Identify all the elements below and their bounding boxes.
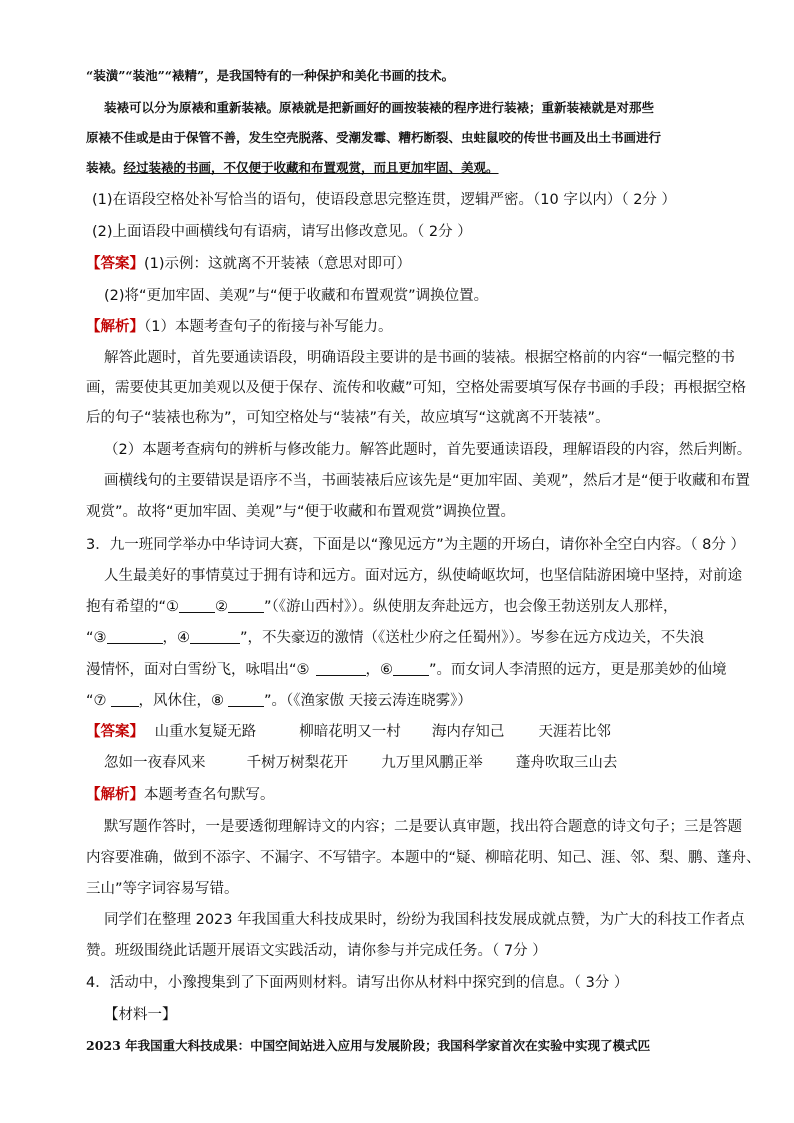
- blank-1[interactable]: [179, 598, 215, 613]
- intro-line-1: 同学们在整理 2023 年我国重大科技成果时，纷纷为我国科技发展成就点赞，为广大的科技工作者点: [104, 912, 745, 928]
- blank-8[interactable]: [228, 692, 264, 707]
- answer-item: 山重水复疑无路: [154, 724, 257, 740]
- q3-para-line-5: “⑦ ，风休住，⑧ ”。（《渔家傲 天接云涛连晓雾》）: [86, 693, 472, 709]
- q3-para-line-1: 人生最美好的事情莫过于拥有诗和远方。面对远方，纵使崎岖坎坷，也坚信陆游困境中坚持，对前途: [104, 568, 742, 584]
- intro-line-2: 赞。班级围绕此话题开展语文实践活动，请你参与并完成任务。（ 7分 ）: [86, 943, 547, 959]
- analysis-tag: 【解析】: [86, 787, 144, 803]
- q2-analysis-2-line-1: （2）本题考查病句的辨析与修改能力。解答此题时，首先要通读语段，理解语段的内容，然后判断。: [104, 442, 752, 458]
- blank-5[interactable]: [316, 661, 366, 676]
- q3-analysis-line-2: 内容要准确，做到不添字、不漏字、不写错字。本题中的“疑、柳暗花明、知己、涯、邻、梨、鹏、蓬舟、: [86, 850, 761, 866]
- q3-para-line-2: 抱有希望的“① ② ”（《游山西村》）。纵使朋友奔赴远方，也会像王勃送别友人那样，: [86, 599, 678, 615]
- blank-4[interactable]: [190, 629, 240, 644]
- blank-3[interactable]: [107, 629, 163, 644]
- q2-sub-1: (1)在语段空格处补写恰当的语句，使语段意思完整连贯，逻辑严密。（10 字以内）（ 2分 ）: [92, 192, 677, 208]
- q3-analysis-line-1: 默写题作答时，一是要透彻理解诗文的内容；二是要认真审题，找出符合题意的诗文句子；三是答题: [104, 819, 742, 835]
- answer-item: 天涯若比邻: [538, 724, 611, 740]
- q2-analysis-heading: （1）本题考查句子的衔接与补写能力。: [144, 319, 393, 335]
- q2-answer-1: (1)示例：这就离不开装裱（意思对即可）: [144, 256, 412, 272]
- q2-analysis-2-line-2: 画横线句的主要错误是语序不当，书画装裱后应该先是“更加牢固、美观”，然后才是“便于收藏和布置: [104, 473, 751, 489]
- material-line: 2023 年我国重大科技成果：中国空间站进入应用与发展阶段；我国科学家首次在实验中实现了模式匹: [86, 1038, 651, 1053]
- answer-tag: 【答案】: [86, 256, 144, 272]
- blank-6[interactable]: [393, 661, 429, 676]
- q3-para-line-4: 漫情怀，面对白雪纷飞，咏唱出“⑤ ，⑥ ”。而女词人李清照的远方，更是那美妙的仙境: [86, 662, 727, 678]
- q3-para-line-3: “③ ，④ ”，不失豪迈的激情（《送杜少府之任蜀州》）。岑参在远方戍边关，不失浪: [86, 630, 705, 646]
- passage-line-4: [86, 158, 726, 178]
- underlined-sentence: 经过装裱的书画，不仅便于收藏和布置观赏，而且更加牢固、美观。: [123, 160, 499, 175]
- passage-line-4-start: 装裱。: [86, 160, 124, 175]
- blank-7[interactable]: [111, 692, 139, 707]
- answer-item: 海内存知己: [431, 724, 505, 740]
- answer-item: 柳暗花明又一村: [299, 724, 401, 740]
- material-label: 【材料一】: [104, 1007, 177, 1023]
- q2-analysis-1-line-1: 解答此题时，首先要通读语段，明确语段主要讲的是书画的装裱。根据空格前的内容“一幅完整的书: [104, 350, 736, 366]
- answer-item: 蓬舟吹取三山去: [515, 755, 618, 771]
- q2-sub-2: (2)上面语段中画横线句有语病，请写出修改意见。（ 2分 ）: [92, 224, 472, 240]
- q3-answer-row-1: [86, 722, 726, 742]
- answer-tag: 【答案】: [86, 724, 144, 740]
- q3-analysis-line-3: 三山”等字词容易写错。: [86, 881, 239, 897]
- passage-line-2: 装裱可以分为原裱和重新装裱。原裱就是把新画好的画按装裱的程序进行装裱；重新装裱就是对那些: [104, 100, 655, 115]
- answer-item: 九万里风鹏正举: [381, 755, 483, 771]
- q4-title: 4．活动中，小豫搜集到了下面两则材料。请写出你从材料中探究到的信息。（ 3分 ）: [86, 975, 629, 991]
- q3-analysis-title: 【解析】本题考查名句默写。: [86, 787, 275, 803]
- analysis-tag: 【解析】: [86, 319, 144, 335]
- answer-item: 忽如一夜春风来: [104, 755, 206, 771]
- passage-line-1: “装潢”“装池”“裱精”，是我国特有的一种保护和美化书画的技术。: [86, 68, 455, 83]
- q2-analysis-2-line-3: 观赏”。故将“更加牢固、美观”与“便于收藏和布置观赏”调换位置。: [86, 504, 516, 520]
- answer-item: 千树万树梨花开: [246, 755, 349, 771]
- q2-analysis-1-line-2: 画，需要使其更加美观以及便于保存、流传和收藏”可知，空格处需要填写保存书画的手段；再根据空格: [86, 380, 747, 396]
- q3-title: 3．九一班同学举办中华诗词大赛，下面是以“豫见远方”为主题的开场白，请你补全空白内容。（ 8分 ）: [86, 537, 745, 553]
- q2-analysis-title: [86, 317, 726, 337]
- q2-analysis-1-line-3: 后的句子“装裱也称为”，可知空格处与“装裱”有关，故应填写“这就离不开装裱”。: [86, 410, 610, 426]
- blank-2[interactable]: [228, 598, 264, 613]
- q3-answer-row-2: [104, 753, 744, 773]
- passage-line-3: 原裱不佳或是由于保管不善，发生空壳脱落、受潮发霉、糟朽断裂、虫蛀鼠咬的传世书画及出土书画进行: [86, 130, 662, 145]
- q2-answer-2: (2)将“更加牢固、美观”与“便于收藏和布置观赏”调换位置。: [104, 288, 489, 304]
- q2-answer-line-1: [86, 254, 726, 274]
